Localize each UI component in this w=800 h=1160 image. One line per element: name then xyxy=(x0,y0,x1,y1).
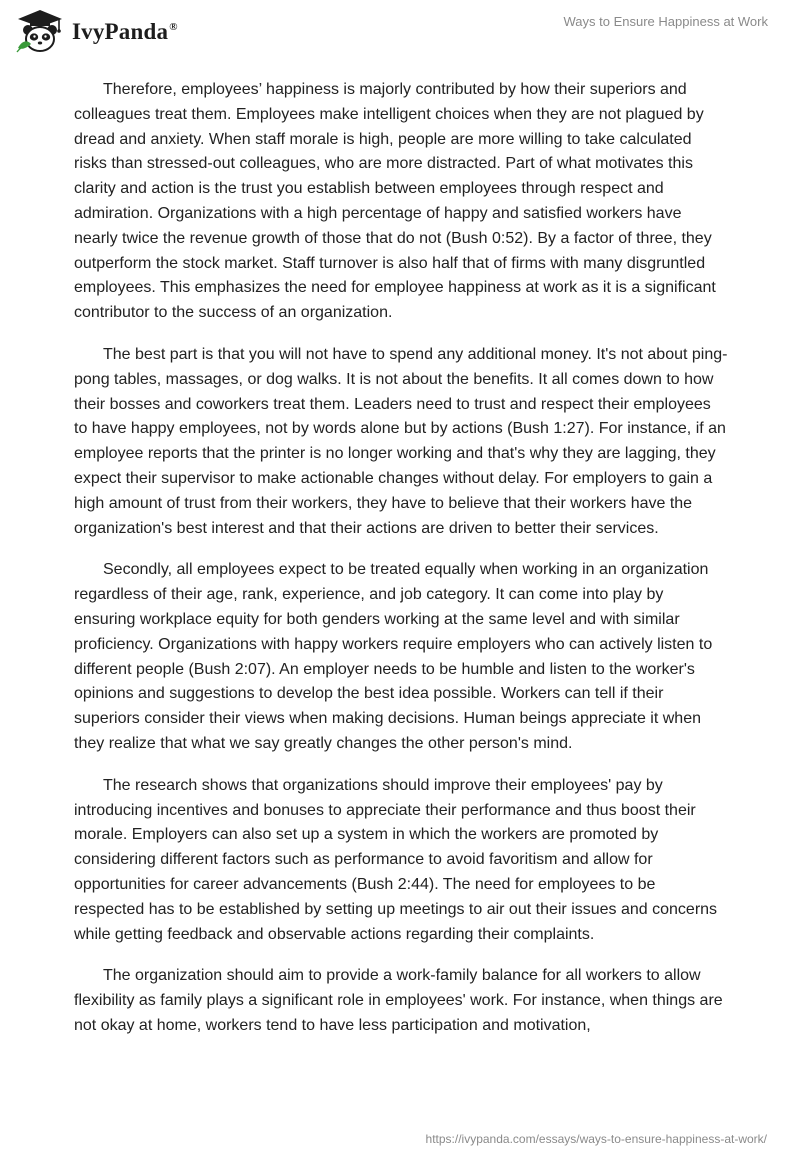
source-url-link[interactable]: https://ivypanda.com/essays/ways-to-ensure-happiness-at-work/ xyxy=(425,1132,767,1146)
essay-paragraph-2: The best part is that you will not have to spend any additional money. It's not about ping-pong tables, massages, or dog walks. It is not about the benefits. It all comes down to how their bosses and coworkers treat them. Leaders need to trust and respect their employees to have happy employees, not by words alone but by actions (Bush 1:27). For instance, if an employee reports that the printer is no longer working and that's why they are lagging, they expect their supervisor to make actionable changes without delay. For employers to gain a high amount of trust from their workers, they have to believe that their workers have the organization's best interest and that their actions are driven to better their services. xyxy=(74,345,728,537)
ivypanda-logo[interactable] xyxy=(14,8,178,54)
registered-mark: ® xyxy=(169,21,178,34)
essay-paragraph-5: The organization should aim to provide a work-family balance for all workers to allow flexibility as family plays a significant role in employees' work. For instance, when things are not okay at home, workers tend to have less participation and motivation, xyxy=(74,967,723,1034)
page-header xyxy=(0,0,800,64)
essay-paragraph-4: The research shows that organizations should improve their employees' pay by introducing incentives and bonuses to appreciate their performance and thus boost their morale. Employers can also set up a system in which the workers are promoted by considering different factors such as performance to avoid favoritism and allow for opportunities for career advancements (Bush 2:44). The need for employees to be respected has to be established by setting up meetings to air out their issues and concerns while getting feedback and observable actions regarding their complaints. xyxy=(74,776,718,943)
essay-paragraph-1: Therefore, employees’ happiness is majorly contributed by how their superiors and colleagues treat them. Employees make intelligent choices when they are not plagued by dread and anxiety. When staff morale is high, people are more willing to take calculated risks than stressed-out colleagues, who are more distracted. Part of what motivates this clarity and action is the trust you establish between employees through respect and admiration. Organizations with a high percentage of happy and satisfied workers have nearly twice the revenue growth of those that do not (Bush 0:52). By a factor of three, they outperform the stock market. Staff turnover is also half that of firms with many disgruntled employees. This emphasizes the need for employee happiness at work as it is a significant contributor to the success of an organization. xyxy=(74,81,716,322)
document-title: Ways to Ensure Happiness at Work xyxy=(563,14,768,29)
brand-name: IvyPanda® xyxy=(72,19,178,44)
panda-graduate-icon xyxy=(14,8,66,54)
essay-body xyxy=(74,78,728,1056)
essay-paragraph-3: Secondly, all employees expect to be treated equally when working in an organization regardless of their age, rank, experience, and job category. It can come into play by ensuring workplace equity for both genders working at the same level and with similar proficiency. Organizations with happy workers require employers who can actively listen to different people (Bush 2:07). An employer needs to be humble and listen to the worker's opinions and suggestions to develop the best idea possible. Workers can tell if their superiors consider their views when making decisions. Human beings appreciate it when they realize that what we say greatly changes the other person's mind. xyxy=(74,561,713,752)
